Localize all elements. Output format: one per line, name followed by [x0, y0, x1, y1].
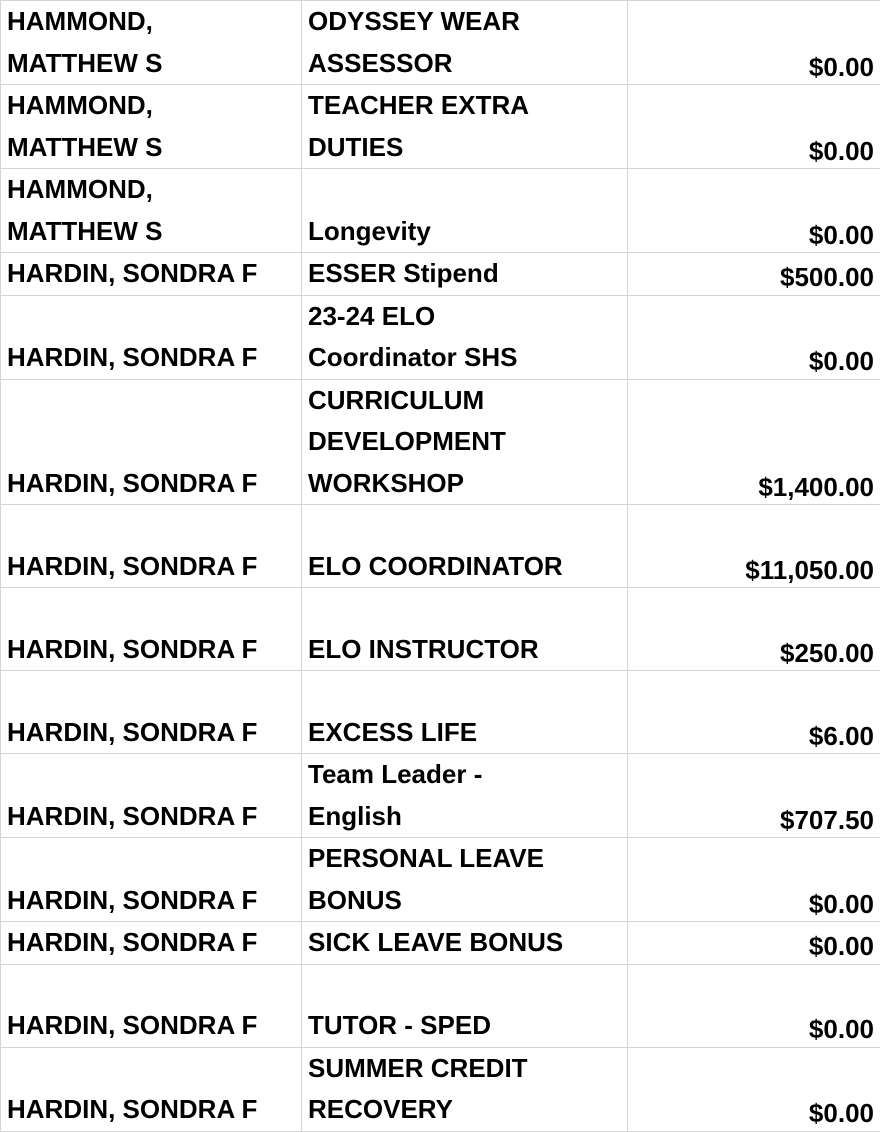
amount-value: $0.00: [634, 131, 874, 169]
amount-value: $707.50: [634, 800, 874, 838]
table-row: [1, 1047, 880, 1131]
employee-name-cell: HARDIN, SONDRA F: [1, 754, 302, 838]
employee-name-cell: HARDIN, SONDRA F: [1, 838, 302, 922]
description-cell: TUTOR - SPED: [302, 964, 628, 1047]
table-row: [1, 253, 880, 296]
amount-cell: [628, 964, 880, 1047]
description-cell: 23-24 ELO Coordinator SHS: [302, 295, 628, 379]
table-row: [1, 295, 880, 379]
table-row: [1, 169, 880, 253]
amount-value: $0.00: [634, 215, 874, 253]
description-cell: CURRICULUM DEVELOPMENT WORKSHOP: [302, 379, 628, 505]
amount-value: $0.00: [634, 1009, 874, 1047]
employee-name-cell: HARDIN, SONDRA F: [1, 964, 302, 1047]
table-row: [1, 964, 880, 1047]
description-cell: Team Leader - English: [302, 754, 628, 838]
amount-value: $0.00: [634, 1093, 874, 1131]
table-row: [1, 838, 880, 922]
amount-value: $0.00: [634, 47, 874, 85]
description-cell: SUMMER CREDIT RECOVERY: [302, 1047, 628, 1131]
amount-value: $11,050.00: [634, 550, 874, 588]
amount-cell: [628, 295, 880, 379]
description-cell: Longevity: [302, 169, 628, 253]
table-row: [1, 754, 880, 838]
amount-cell: [628, 169, 880, 253]
employee-name-cell: HARDIN, SONDRA F: [1, 922, 302, 965]
employee-name-cell: HARDIN, SONDRA F: [1, 1047, 302, 1131]
employee-name-cell: HAMMOND, MATTHEW S: [1, 85, 302, 169]
description-cell: EXCESS LIFE: [302, 671, 628, 754]
employee-name-cell: HARDIN, SONDRA F: [1, 505, 302, 588]
amount-cell: [628, 1047, 880, 1131]
amount-value: $0.00: [634, 341, 874, 379]
employee-name-cell: HARDIN, SONDRA F: [1, 295, 302, 379]
description-cell: ESSER Stipend: [302, 253, 628, 296]
employee-name-cell: HAMMOND, MATTHEW S: [1, 169, 302, 253]
amount-cell: [628, 588, 880, 671]
description-cell: ELO COORDINATOR: [302, 505, 628, 588]
amount-cell: [628, 505, 880, 588]
table-row: [1, 379, 880, 505]
amount-value: $500.00: [634, 257, 874, 295]
description-cell: ELO INSTRUCTOR: [302, 588, 628, 671]
amount-value: $6.00: [634, 716, 874, 754]
amount-cell: [628, 1, 880, 85]
table-row: [1, 588, 880, 671]
amount-value: $0.00: [634, 926, 874, 964]
amount-cell: [628, 922, 880, 965]
description-cell: ODYSSEY WEAR ASSESSOR: [302, 1, 628, 85]
amount-cell: [628, 253, 880, 296]
employee-name-cell: HARDIN, SONDRA F: [1, 379, 302, 505]
table-row: [1, 505, 880, 588]
table-row: [1, 922, 880, 965]
description-cell: TEACHER EXTRA DUTIES: [302, 85, 628, 169]
amount-cell: [628, 85, 880, 169]
table-row: [1, 85, 880, 169]
employee-name-cell: HARDIN, SONDRA F: [1, 588, 302, 671]
amount-cell: [628, 754, 880, 838]
description-cell: PERSONAL LEAVE BONUS: [302, 838, 628, 922]
amount-cell: [628, 671, 880, 754]
amount-cell: [628, 838, 880, 922]
amount-value: $0.00: [634, 884, 874, 922]
amount-value: $250.00: [634, 633, 874, 671]
amount-value: $1,400.00: [634, 467, 874, 505]
description-cell: SICK LEAVE BONUS: [302, 922, 628, 965]
amount-cell: [628, 379, 880, 505]
table-row: [1, 671, 880, 754]
employee-name-cell: HAMMOND, MATTHEW S: [1, 1, 302, 85]
employee-name-cell: HARDIN, SONDRA F: [1, 671, 302, 754]
employee-name-cell: HARDIN, SONDRA F: [1, 253, 302, 296]
table-row: [1, 1, 880, 85]
